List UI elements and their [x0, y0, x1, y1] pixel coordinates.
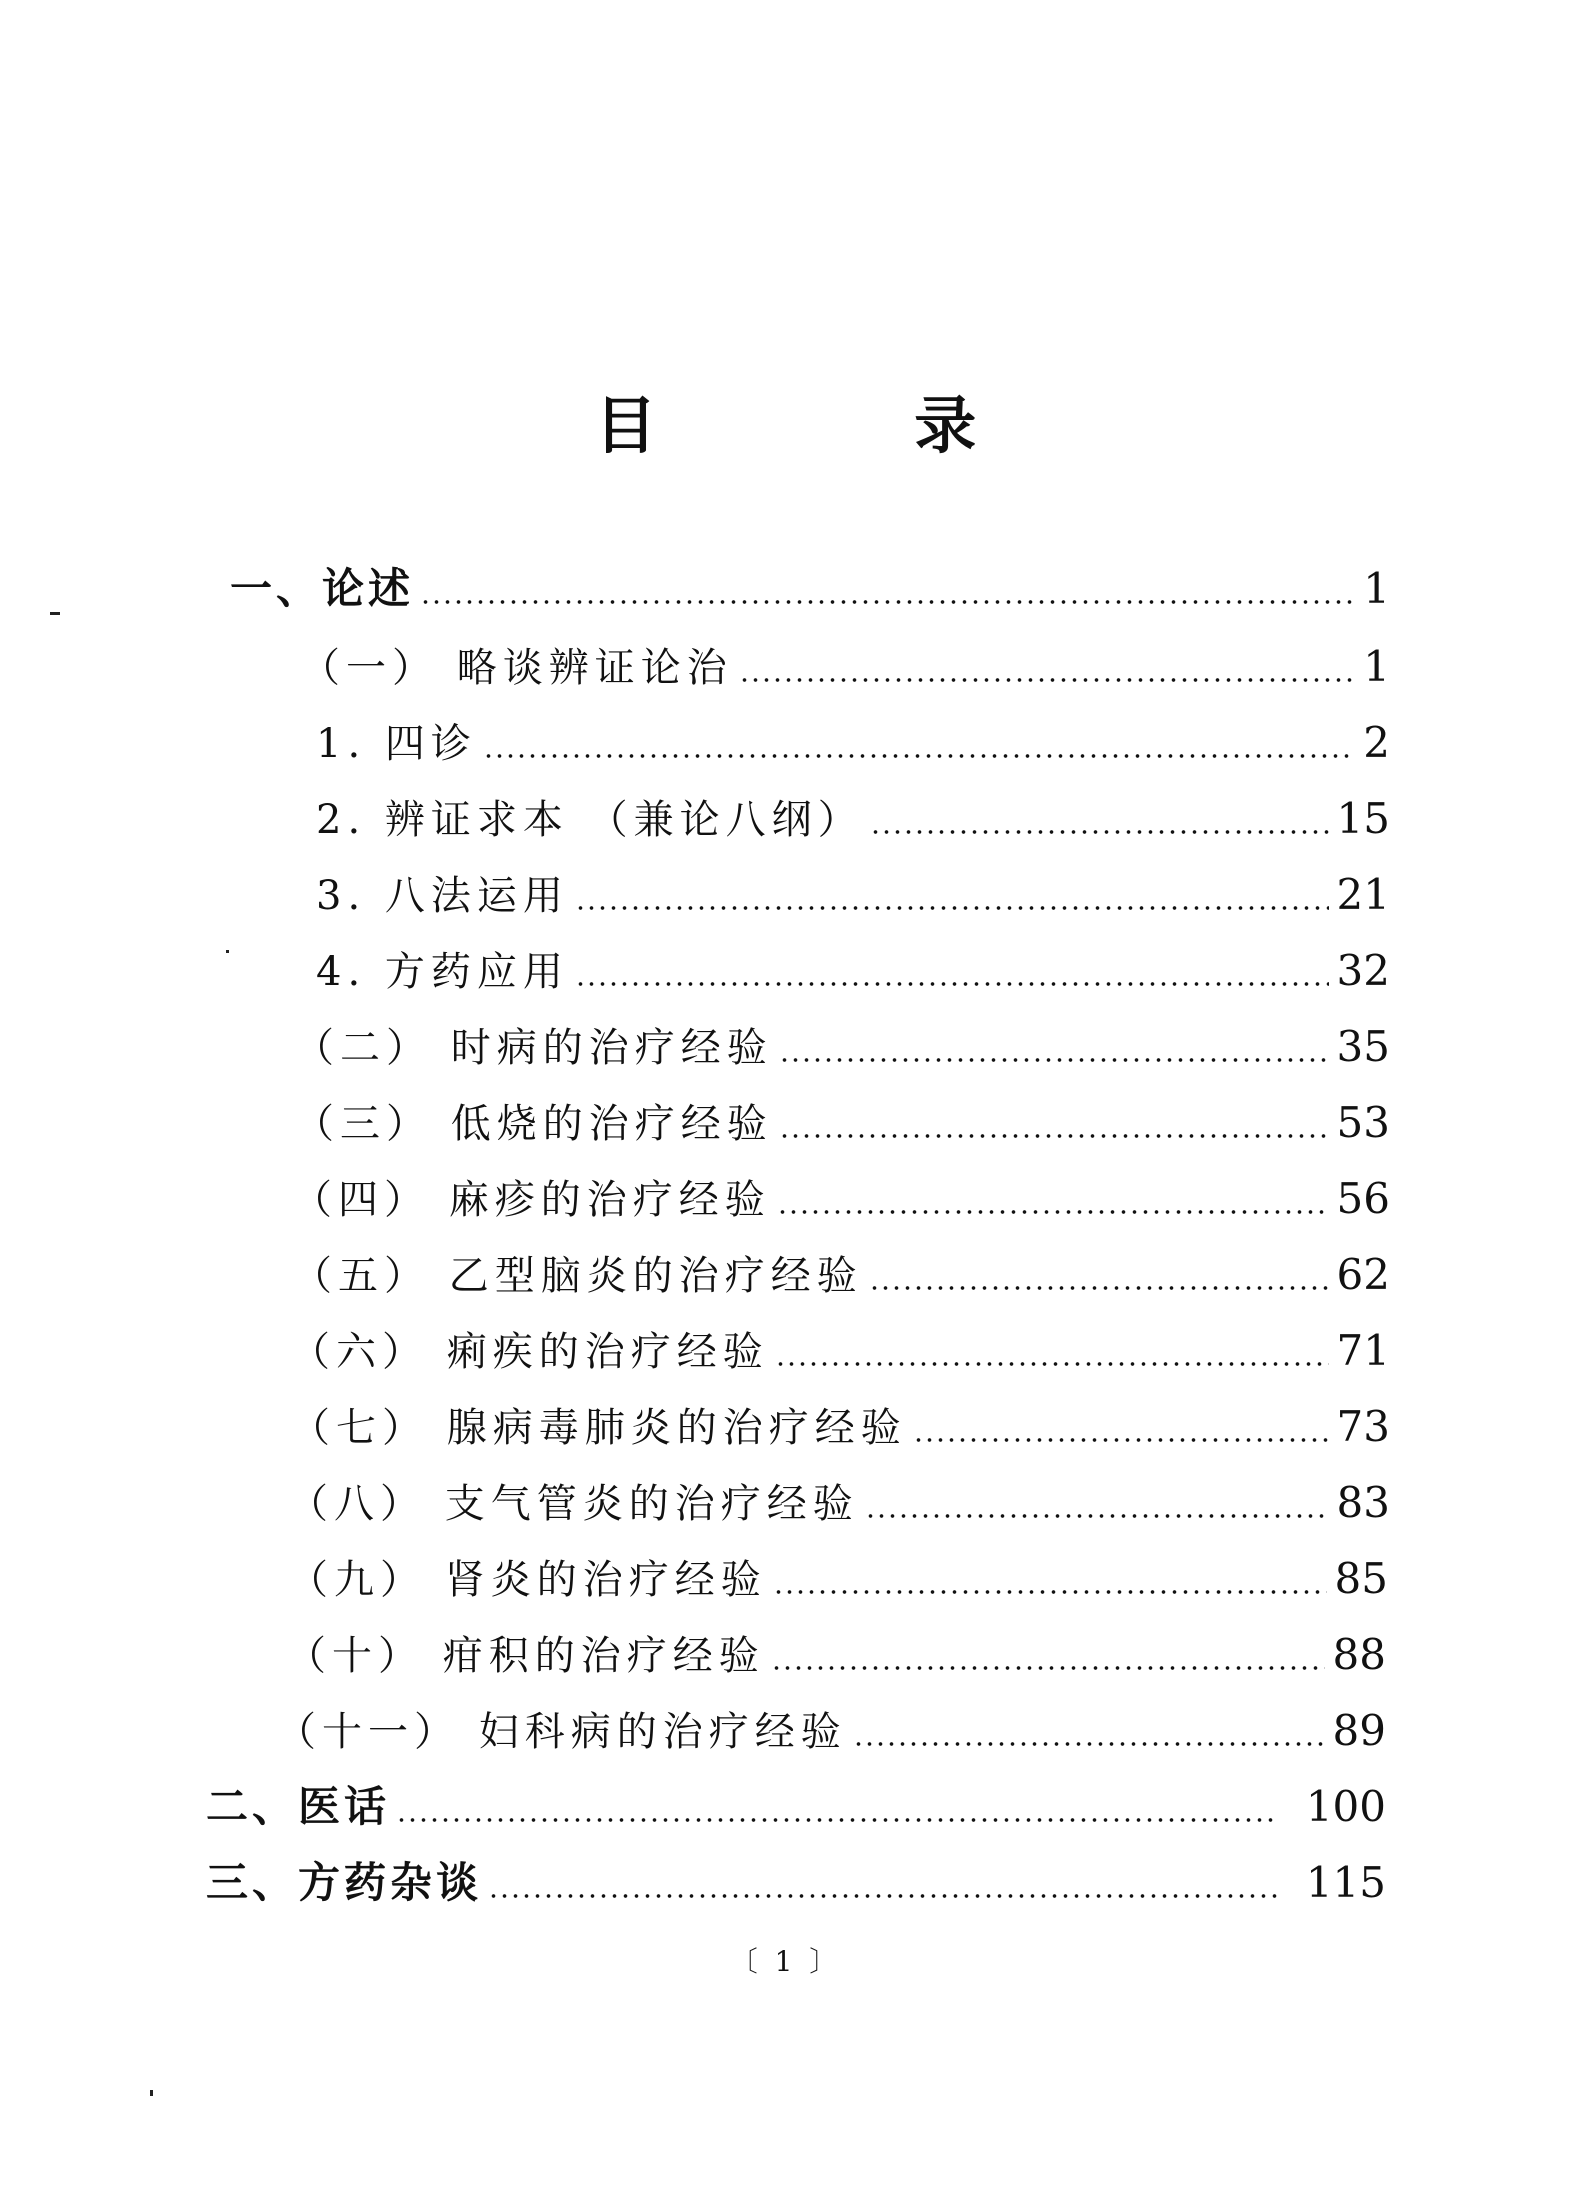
page-number: 〔 1 〕: [729, 1945, 842, 1978]
toc-leader-dots: [865, 1514, 1329, 1518]
toc-leader-dots: [779, 1134, 1329, 1138]
toc-entry-label: （二） 时病的治疗经验: [294, 1025, 773, 1071]
toc-leader-dots: [773, 1590, 1327, 1594]
toc-entry[interactable]: [290, 1388, 1390, 1451]
toc-entry-page: 32: [1336, 946, 1390, 995]
toc-entry[interactable]: [292, 1160, 1390, 1223]
toc-entry-label: （八） 支气管炎的治疗经验: [288, 1481, 859, 1527]
toc-entry-label: （十一） 妇科病的治疗经验: [276, 1709, 847, 1755]
toc-entry-page: 2: [1363, 718, 1390, 767]
toc-leader-dots: [575, 982, 1329, 986]
toc-entry-page: 88: [1332, 1630, 1386, 1679]
toc-entry[interactable]: [292, 1236, 1390, 1299]
toc-entry[interactable]: [230, 550, 1390, 613]
toc-entry-label: （一） 略谈辨证论治: [300, 645, 733, 691]
toc-entry-page: 56: [1336, 1174, 1390, 1223]
toc-entry[interactable]: [300, 628, 1390, 691]
toc-entry-page: 100: [1305, 1782, 1386, 1831]
toc-entry[interactable]: [294, 1008, 1390, 1071]
toc-leader-dots: [575, 906, 1329, 910]
toc-entry-label: （十） 疳积的治疗经验: [286, 1633, 765, 1679]
toc-leader-dots: [779, 1058, 1329, 1062]
toc-entry-page: 71: [1336, 1326, 1390, 1375]
toc-entry-label: （三） 低烧的治疗经验: [294, 1101, 773, 1147]
toc-entry-page: 115: [1305, 1858, 1386, 1907]
toc-entry[interactable]: [276, 1692, 1386, 1755]
toc-entry[interactable]: [286, 1616, 1386, 1679]
toc-entry[interactable]: [316, 704, 1390, 767]
toc-entry-label: （五） 乙型脑炎的治疗经验: [292, 1253, 863, 1299]
toc-leader-dots: [775, 1362, 1329, 1366]
scan-speck: [226, 950, 229, 953]
toc-entry-label: 二、医话: [206, 1782, 391, 1831]
toc-entry-page: 73: [1336, 1402, 1390, 1451]
toc-leader-dots: [870, 830, 1329, 834]
toc-entry[interactable]: [316, 856, 1390, 919]
toc-entry-label: 一、论述: [230, 564, 415, 613]
toc-entry-page: 62: [1336, 1250, 1390, 1299]
toc-entry-label: （六） 痢疾的治疗经验: [290, 1329, 769, 1375]
scan-speck: [50, 612, 60, 615]
toc-entry-page: 89: [1332, 1706, 1386, 1755]
toc-entry[interactable]: [316, 932, 1390, 995]
toc-leader-dots: [488, 1894, 1278, 1898]
toc-entry-label: 三、方药杂谈: [206, 1858, 483, 1907]
toc-entry-label: （七） 腺病毒肺炎的治疗经验: [290, 1405, 907, 1451]
toc-entry-page: 1: [1363, 564, 1390, 613]
toc-entry-page: 35: [1336, 1022, 1390, 1071]
toc-entry[interactable]: [294, 1084, 1390, 1147]
toc-leader-dots: [913, 1438, 1329, 1442]
toc-entry-page: 15: [1336, 794, 1390, 843]
toc-leader-dots: [483, 754, 1355, 758]
toc-entry[interactable]: [206, 1844, 1386, 1907]
toc-leader-dots: [396, 1818, 1278, 1822]
toc-entry-label: （九） 肾炎的治疗经验: [288, 1557, 767, 1603]
toc-entry-page: 1: [1363, 642, 1390, 691]
toc-entry[interactable]: [290, 1312, 1390, 1375]
toc-leader-dots: [771, 1666, 1325, 1670]
page-title: 目 录: [594, 389, 1095, 462]
scan-speck: [150, 2090, 153, 2096]
toc-leader-dots: [739, 678, 1356, 682]
toc-entry[interactable]: [316, 780, 1390, 843]
toc-entry-page: 21: [1336, 870, 1390, 919]
toc-entry-page: 85: [1334, 1554, 1388, 1603]
toc-entry-page: 83: [1336, 1478, 1390, 1527]
toc-entry[interactable]: [288, 1464, 1390, 1527]
toc-entry-label: 3. 八法运用: [316, 873, 569, 919]
toc-entry-label: （四） 麻疹的治疗经验: [292, 1177, 771, 1223]
toc-entry-label: 2. 辨证求本 （兼论八纲）: [316, 797, 864, 843]
toc-entry-label: 1. 四诊: [316, 721, 477, 767]
toc-entry[interactable]: [288, 1540, 1388, 1603]
toc-leader-dots: [853, 1742, 1325, 1746]
toc-leader-dots: [869, 1286, 1329, 1290]
toc-leader-dots: [420, 600, 1355, 604]
toc-entry-label: 4. 方药应用: [316, 949, 569, 995]
toc-entry[interactable]: [206, 1768, 1386, 1831]
toc-entry-page: 53: [1336, 1098, 1390, 1147]
toc-leader-dots: [777, 1210, 1329, 1214]
